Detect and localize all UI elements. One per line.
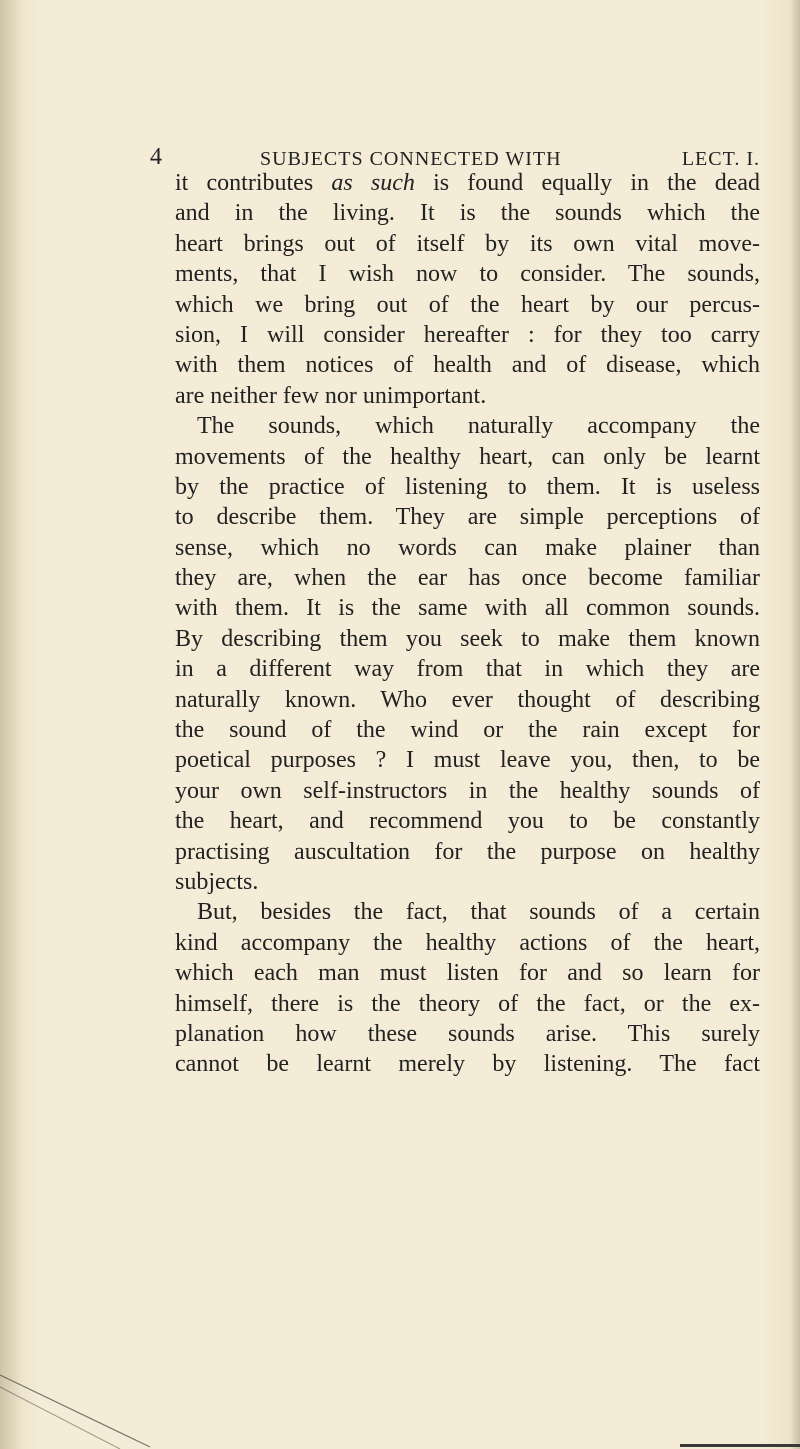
text-line: which each man must listen for and so learn for bbox=[175, 960, 760, 987]
text-line: with them notices of health and of disease, which bbox=[175, 352, 760, 379]
body-text bbox=[175, 168, 760, 1080]
text-line: movements of the healthy heart, can only be learnt bbox=[175, 443, 760, 470]
paragraph-start-line: But, besides the fact, that sounds of a certain bbox=[197, 899, 760, 926]
lecture-reference: LECT. I. bbox=[681, 148, 760, 170]
text-line: which we bring out of the heart by our percus- bbox=[175, 291, 760, 318]
text-line: and in the living. It is the sounds which the bbox=[175, 200, 760, 227]
text-line: naturally known. Who ever thought of describing bbox=[175, 686, 760, 713]
emphasis: as such bbox=[331, 170, 415, 196]
text-line: ments, that I wish now to consider. The sounds, bbox=[175, 261, 760, 288]
page-fold-mark bbox=[0, 1369, 160, 1449]
text-line: they are, when the ear has once become familiar bbox=[175, 565, 760, 592]
text-line: sense, which no words can make plainer than bbox=[175, 534, 760, 561]
text-line: heart brings out of itself by its own vital move- bbox=[175, 230, 760, 257]
text-line: the sound of the wind or the rain except for bbox=[175, 717, 760, 744]
text-line: planation how these sounds arise. This surely bbox=[175, 1020, 760, 1047]
text-line: practising auscultation for the purpose on healthy bbox=[175, 838, 760, 865]
text-line: in a different way from that in which they are bbox=[175, 656, 760, 683]
text-line: with them. It is the same with all common sounds. bbox=[175, 595, 760, 622]
text-line: it contributes as such is found equally in the dead bbox=[175, 170, 760, 196]
text-line: kind accompany the healthy actions of the heart, bbox=[175, 929, 760, 956]
text-line: the heart, and recommend you to be constantly bbox=[175, 808, 760, 835]
text-line: By describing them you seek to make them known bbox=[175, 625, 760, 652]
paragraph-start-line: The sounds, which naturally accompany the bbox=[197, 413, 760, 440]
text-line: subjects. bbox=[175, 868, 259, 895]
page-number: 4 bbox=[150, 144, 163, 170]
text-line: sion, I will consider hereafter : for they too carry bbox=[175, 321, 760, 348]
text-line: your own self-instructors in the healthy sounds of bbox=[175, 777, 760, 804]
text-line: are neither few nor unimportant. bbox=[175, 382, 487, 409]
text-line: himself, there is the theory of the fact, or the ex- bbox=[175, 990, 760, 1017]
text-line: poetical purposes ? I must leave you, then, to be bbox=[175, 747, 760, 774]
text-line: by the practice of listening to them. It is useless bbox=[175, 473, 760, 500]
gutter-shadow bbox=[0, 0, 22, 1449]
page-edge-shadow bbox=[790, 0, 800, 1449]
bottom-edge-line bbox=[680, 1444, 800, 1447]
text-line: to describe them. They are simple perceptions of bbox=[175, 504, 760, 531]
text-line: cannot be learnt merely by listening. The fact bbox=[175, 1051, 760, 1078]
running-head: SUBJECTS CONNECTED WITH bbox=[260, 148, 562, 170]
